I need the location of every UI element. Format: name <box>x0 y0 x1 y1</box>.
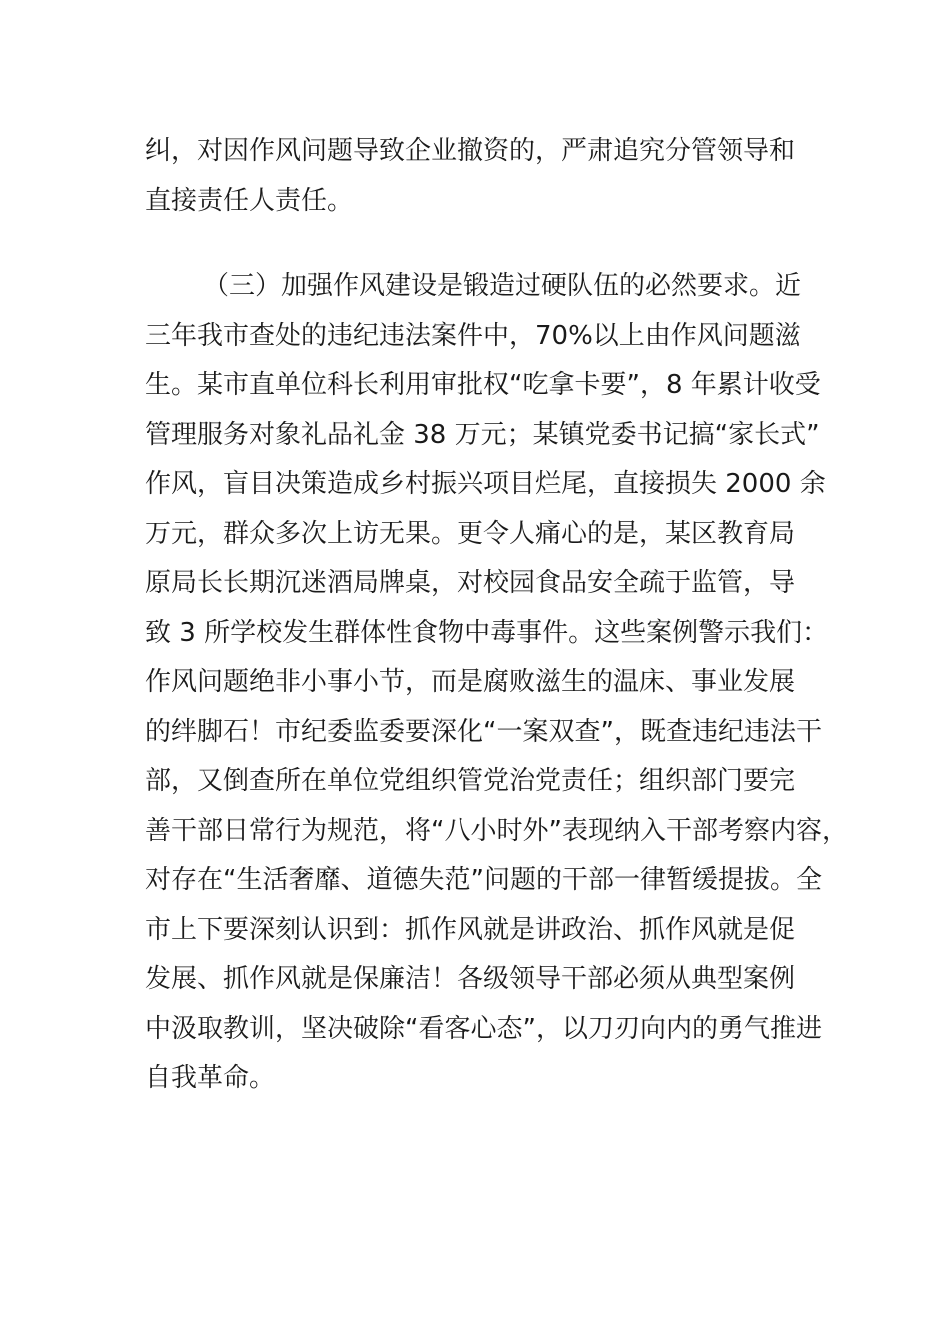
text-line: 善干部日常行为规范，将“八小时外”表现纳入干部考察内容， <box>145 816 848 846</box>
text-line: 中汲取教训，坚决破除“看客心态”，以刀刃向内的勇气推进 <box>145 1014 822 1044</box>
text-line: 作风问题绝非小事小节，而是腐败滋生的温床、事业发展 <box>145 667 796 697</box>
text-line: 万元，群众多次上访无果。更令人痛心的是，某区教育局 <box>145 519 796 549</box>
text-line: 作风，盲目决策造成乡村振兴项目烂尾，直接损失 2000 余 <box>145 469 826 499</box>
text-line: 自我革命。 <box>145 1063 276 1093</box>
text-line: 对存在“生活奢靡、道德失范”问题的干部一律暂缓提拔。全 <box>145 865 822 895</box>
text-line: 致 3 所学校发生群体性食物中毒事件。这些案例警示我们： <box>145 618 829 648</box>
text-line: 三年我市查处的违纪违法案件中，70%以上由作风问题滋 <box>145 321 801 351</box>
text-line: 的绊脚石！市纪委监委要深化“一案双查”，既查违纪违法干 <box>145 717 822 747</box>
text-line: 市上下要深刻认识到：抓作风就是讲政治、抓作风就是促 <box>145 915 796 945</box>
text-line: 直接责任人责任。 <box>145 186 354 216</box>
text-line: 纠，对因作风问题导致企业撤资的，严肃追究分管领导和 <box>145 136 796 166</box>
section-heading-line: （三）加强作风建设是锻造过硬队伍的必然要求。近 <box>203 271 802 301</box>
text-line: 原局长长期沉迷酒局牌桌，对校园食品安全疏于监管，导 <box>145 568 796 598</box>
text-line: 生。某市直单位科长利用审批权“吃拿卡要”，8 年累计收受 <box>145 370 821 400</box>
text-line: 发展、抓作风就是保廉洁！各级领导干部必须从典型案例 <box>145 964 796 994</box>
text-line: 管理服务对象礼品礼金 38 万元；某镇党委书记搞“家长式” <box>145 420 820 450</box>
text-line: 部，又倒查所在单位党组织管党治党责任；组织部门要完 <box>145 766 796 796</box>
